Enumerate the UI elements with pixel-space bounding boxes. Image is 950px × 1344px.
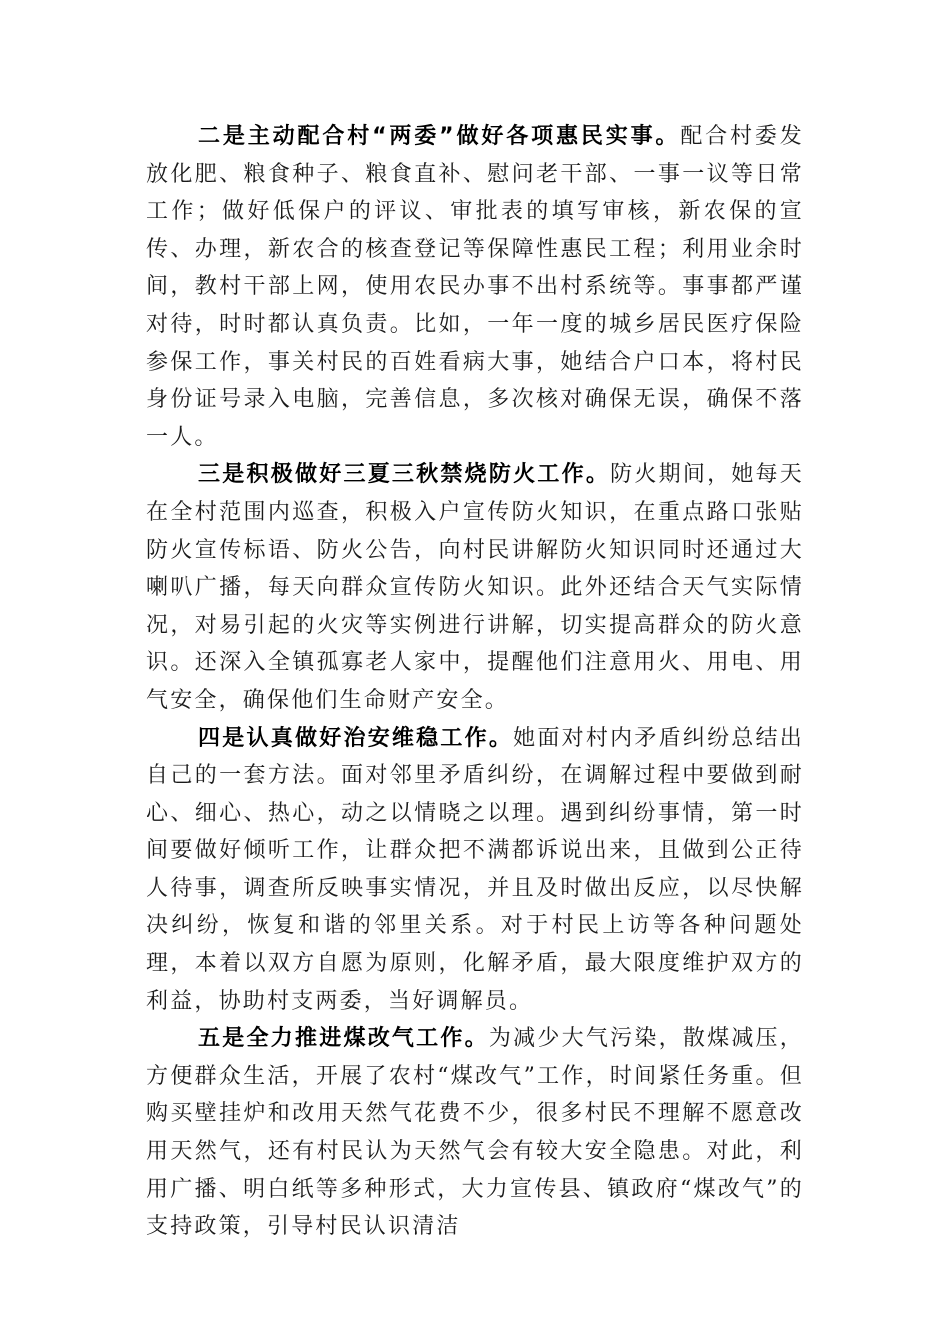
paragraph-5-body: 为减少大气污染，散煤减压，方便群众生活，开展了农村“煤改气”工作，时间紧任务重。但购买壁挂炉和改用天然气花费不少，很多村民不理解不愿意改用天然气，还有村民认为天然气会有较大安全隐患。对此，利用广播、明白纸等多种形式，大力宣传县、镇政府“煤改气”的支持政策，引导村民认识清洁 <box>146 1026 804 1240</box>
paragraph-4-lead: 四是认真做好治安维稳工作。 <box>198 725 514 751</box>
paragraph-2-body: 配合村委发放化肥、粮食种子、粮食直补、慰问老干部、一事一议等日常工作；做好低保户的评议、审批表的填写审核，新农保的宣传、办理，新农合的核查登记等保障性惠民工程；利用业余时间，教村干部上网，使用农民办事不出村系统等。事事都严谨对待，时时都认真负责。比如，一年一度的城乡居民医疗保险参保工作，事关村民的百姓看病大事，她结合户口本，将村民身份证号录入电脑，完善信息，多次核对确保无误，确保不落一人。 <box>146 124 804 450</box>
paragraph-3 <box>146 456 804 719</box>
paragraph-5 <box>146 1020 804 1246</box>
paragraph-3-lead: 三是积极做好三夏三秋禁烧防火工作。 <box>198 462 611 488</box>
paragraph-3-body: 防火期间，她每天在全村范围内巡查，积极入户宣传防火知识，在重点路口张贴防火宣传标语、防火公告，向村民讲解防火知识同时还通过大喇叭广播，每天向群众宣传防火知识。此外还结合天气实际情况，对易引起的火灾等实例进行讲解，切实提高群众的防火意识。还深入全镇孤寡老人家中，提醒他们注意用火、用电、用气安全，确保他们生命财产安全。 <box>146 462 804 713</box>
paragraph-4-body: 她面对村内矛盾纠纷总结出自己的一套方法。面对邻里矛盾纠纷，在调解过程中要做到耐心、细心、热心，动之以情晓之以理。遇到纠纷事情，第一时间要做好倾听工作，让群众把不满都诉说出来，且做到公正待人待事，调查所反映事实情况，并且及时做出反应，以尽快解决纠纷，恢复和谐的邻里关系。对于村民上访等各种问题处理，本着以双方自愿为原则，化解矛盾，最大限度维护双方的利益，协助村支两委，当好调解员。 <box>146 725 804 1014</box>
paragraph-2 <box>146 118 804 456</box>
paragraph-2-lead: 二是主动配合村“两委”做好各项惠民实事。 <box>198 124 681 149</box>
document-page <box>146 118 804 1246</box>
paragraph-4 <box>146 720 804 1021</box>
paragraph-5-lead: 五是全力推进煤改气工作。 <box>198 1026 489 1052</box>
